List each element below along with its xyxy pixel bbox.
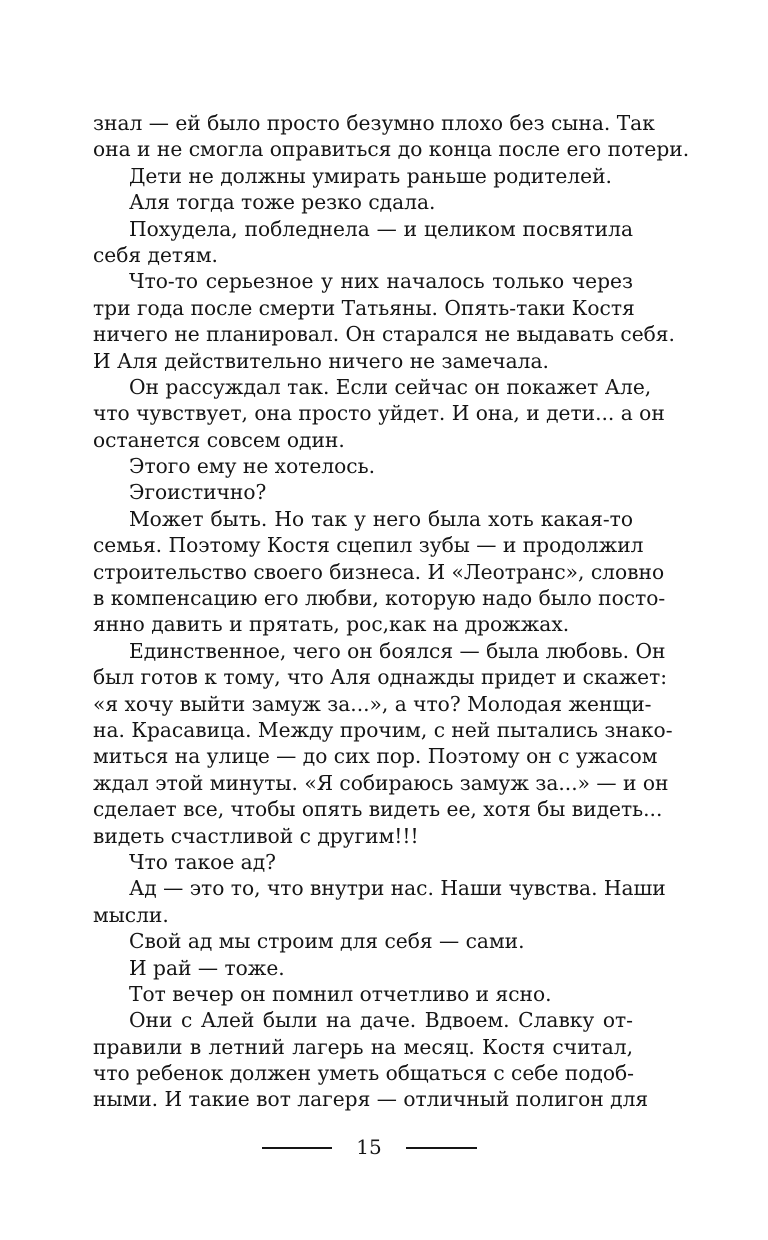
text-line: строительство своего бизнеса. И «Леотранс», словно	[93, 559, 665, 584]
text-line: в компенсацию его любви, которую надо было посто-	[93, 586, 666, 611]
text-line: правили в летний лагерь на месяц. Костя считал,	[93, 1034, 633, 1059]
text-line: что чувствует, она просто уйдет. И она, и дети... а он	[93, 401, 665, 426]
text-line: она и не смогла оправиться до конца после его потери.	[93, 137, 690, 162]
text-line: ными. И такие вот лагеря — отличный полигон для	[93, 1087, 649, 1112]
text-line: Ад — это то, что внутри нас. Наши чувства. Наши	[129, 876, 666, 901]
text-line: Они с Алей были на даче. Вдвоем. Славку от-	[129, 1008, 633, 1033]
text-line: янно давить и прятать, рос,как на дрожжах.	[93, 612, 570, 637]
text-line: себя детям.	[93, 242, 218, 267]
text-line: на. Красавица. Между прочим, с ней пытались знако-	[93, 717, 673, 742]
footer-rule-right	[406, 1147, 477, 1149]
footer-rule-left	[262, 1147, 332, 1149]
text-line: Тот вечер он помнил отчетливо и ясно.	[129, 981, 552, 1006]
text-line: останется совсем один.	[93, 427, 345, 452]
text-line: И рай — тоже.	[129, 955, 285, 980]
text-line: ничего не планировал. Он старался не выдавать себя.	[93, 322, 675, 347]
text-line: Эгоистично?	[129, 480, 267, 505]
text-line: Единственное, чего он боялся — была любовь. Он	[129, 638, 666, 663]
book-page-text	[93, 110, 690, 1113]
text-line: Он рассуждал так. Если сейчас он покажет Але,	[129, 374, 652, 399]
text-line: Дети не должны умирать раньше родителей.	[129, 163, 612, 188]
text-line: сделает все, чтобы опять видеть ее, хотя бы видеть...	[93, 797, 663, 822]
text-line: три года после смерти Татьяны. Опять-таки Костя	[93, 295, 635, 320]
text-line: знал — ей было просто безумно плохо без сына. Так	[93, 111, 655, 135]
text-line: Этого ему не хотелось.	[129, 454, 376, 479]
page-number: 15	[356, 1135, 382, 1159]
text-line: Что-то серьезное у них началось только через	[129, 269, 633, 294]
text-line: миться на улице — до сих пор. Поэтому он с ужасом	[93, 744, 658, 769]
page-footer	[0, 1134, 768, 1160]
text-line: семья. Поэтому Костя сцепил зубы — и продолжил	[93, 533, 644, 558]
text-line: Может быть. Но так у него была хоть какая-то	[129, 506, 633, 531]
text-line: видеть счастливой с другим!!!	[93, 823, 419, 848]
text-line: Свой ад мы строим для себя — сами.	[129, 929, 525, 954]
text-line: «я хочу выйти замуж за...», а что? Молодая женщи-	[93, 691, 652, 716]
text-line: что ребенок должен уметь общаться с себе подоб-	[93, 1061, 634, 1086]
text-line: мысли.	[93, 902, 169, 927]
text-line: Аля тогда тоже резко сдала.	[129, 190, 436, 215]
text-line: И Аля действительно ничего не замечала.	[93, 348, 549, 373]
text-line: ждал этой минуты. «Я собираюсь замуж за...» — и он	[93, 770, 669, 795]
text-line: был готов к тому, что Аля однажды придет и скажет:	[93, 665, 668, 690]
text-line: Что такое ад?	[129, 849, 276, 874]
text-line: Похудела, побледнела — и целиком посвятила	[129, 216, 633, 241]
